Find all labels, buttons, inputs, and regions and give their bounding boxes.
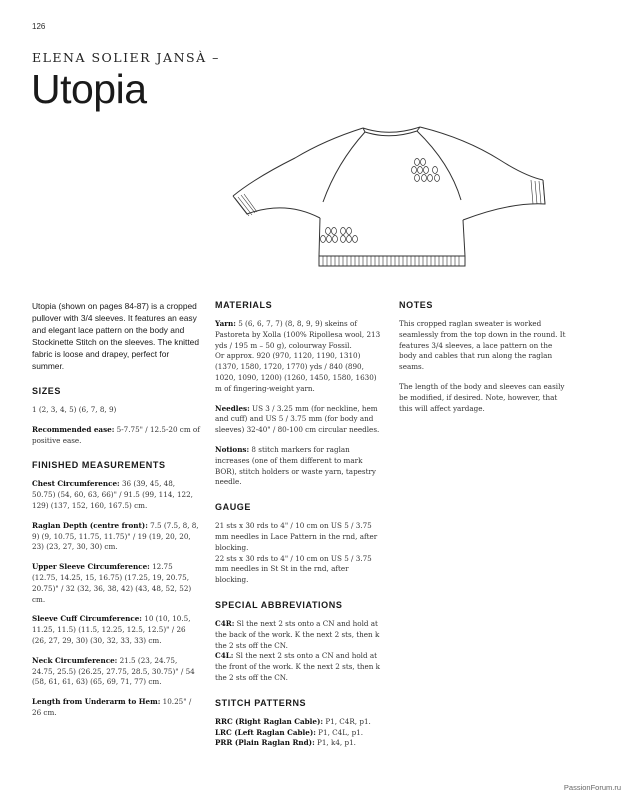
page-title: Utopia: [31, 66, 147, 112]
stitch-pattern-item: LRC (Left Raglan Cable): P1, C4L, p1.: [215, 727, 364, 737]
column-right: [399, 300, 571, 428]
sweater-illustration: [225, 118, 555, 278]
sizes-section: [32, 386, 200, 446]
stitch-pattern-item: PRR (Plain Raglan Rnd): P1, k4, p1.: [215, 738, 356, 748]
notes-paragraph: This cropped raglan sweater is worked seamlessly from the top down in the round. It features 3/4 sleeves, a lace pattern on the body and cables that run along the raglan seams.: [399, 319, 566, 372]
sizes-text: 1 (2, 3, 4, 5) (6, 7, 8, 9): [32, 405, 117, 414]
finished-measurements-section: [32, 460, 200, 718]
stitch-patterns-heading: STITCH PATTERNS: [215, 697, 307, 708]
materials-section: [215, 300, 383, 488]
stitch-pattern-item: RRC (Right Raglan Cable): P1, C4R, p1.: [215, 716, 371, 726]
notions-text: Notions: 8 stitch markers for raglan increases (one of them different to mark BOR), stitch holders or waste yarn, tapestry needle.: [215, 444, 376, 487]
needles-text: Needles: US 3 / 3.25 mm (for neckline, hem and cuff) and US 5 / 3.75 mm (for body and sleeves) 32-40" / 80-100 cm circular needles.: [215, 403, 380, 435]
measurement-item: Upper Sleeve Circumference: 12.75 (12.75, 14.25, 15, 16.75) (17.25, 19, 20.75, 20.75)" / 32 (32, 36, 38, 42) (43, 48, 52, 52) cm.: [32, 562, 192, 604]
measurement-item: Chest Circumference: 36 (39, 45, 48, 50.75) (54, 60, 63, 66)" / 91.5 (99, 114, 122, 129) (137, 152, 160, 167.5) cm.: [32, 479, 193, 510]
yarn-alt-text: Or approx. 920 (970, 1120, 1190, 1310) (1370, 1580, 1720, 1770) yds / 840 (890, 1020, 1090, 1200) (1260, 1450, 1580, 1630) m of fingering-weight yarn.: [215, 351, 377, 393]
stitch-patterns-section: [215, 698, 383, 749]
column-left: [32, 300, 200, 733]
gauge-section: [215, 502, 383, 586]
sizes-heading: SIZES: [32, 386, 62, 396]
materials-heading: MATERIALS: [215, 300, 273, 310]
measurement-item: Length from Underarm to Hem: 10.25" / 26 cm.: [32, 697, 192, 717]
intro-text: Utopia (shown on pages 84-87) is a cropped pullover with 3/4 sleeves. It features an easy and elegant lace pattern on the body and Stockinette Stitch on the sleeves. The knitted fabric is loose and drapey, perfect for summer.: [32, 301, 199, 371]
abbreviations-heading: SPECIAL ABBREVIATIONS: [215, 599, 343, 610]
measurement-item: Sleeve Cuff Circumference: 10 (10, 10.5, 11.25, 11.5) (11.5, 12.25, 12.5, 12.5)" / 26 (26, 27, 29, 30) (30, 32, 33, 33) cm.: [32, 614, 191, 645]
measurement-item: Neck Circumference: 21.5 (23, 24.75, 24.75, 25.5) (26.25, 27.75, 28.5, 30.75)" / 54 (58, 61, 61, 63) (65, 69, 71, 77) cm.: [32, 655, 195, 687]
measurement-item: Raglan Depth (centre front): 7.5 (7.5, 8, 8, 9) (9, 10.75, 11.75, 11.75)" / 19 (19, 20, 20, 23) (23, 27, 30, 30) cm.: [32, 520, 199, 552]
column-middle: [215, 300, 383, 763]
notes-section: [399, 300, 571, 414]
abbreviations-section: [215, 600, 383, 684]
abbreviation-item: C4L: Sl the next 2 sts onto a CN and hold at the front of the work. K the next 2 sts, then k the 2 sts off the CN.: [215, 651, 381, 682]
watermark-text: PassionForum.ru: [563, 783, 621, 792]
notes-heading: NOTES: [399, 300, 434, 310]
gauge-heading: GAUGE: [215, 502, 252, 513]
gauge-line: 21 sts x 30 rds to 4" / 10 cm on US 5 / 3.75 mm needles in Lace Pattern in the rnd, after blocking.: [215, 521, 378, 552]
gauge-line: 22 sts x 30 rds to 4" / 10 cm on US 5 / 3.75 mm needles in St St in the rnd, after blocking.: [215, 553, 372, 585]
page-number: 126: [32, 22, 46, 31]
ease-text: Recommended ease: 5-7.75" / 12.5-20 cm of positive ease.: [32, 424, 200, 445]
designer-name: ELENA SOLIER JANSÀ –: [32, 50, 220, 65]
notes-paragraph: The length of the body and sleeves can easily be modified, if desired. Note, however, that this will affect yardage.: [399, 381, 565, 413]
finished-heading: FINISHED MEASUREMENTS: [32, 460, 166, 471]
abbreviation-item: C4R: Sl the next 2 sts onto a CN and hold at the back of the work. K the next 2 sts, then k the 2 sts off the CN.: [215, 618, 380, 650]
yarn-text: Yarn: 5 (6, 6, 7, 7) (8, 8, 9, 9) skeins of Pastoreta by Xolla (100% Ripollesa wool, 213 yds / 195 m – 50 g), colourway Fossil.: [215, 319, 381, 350]
